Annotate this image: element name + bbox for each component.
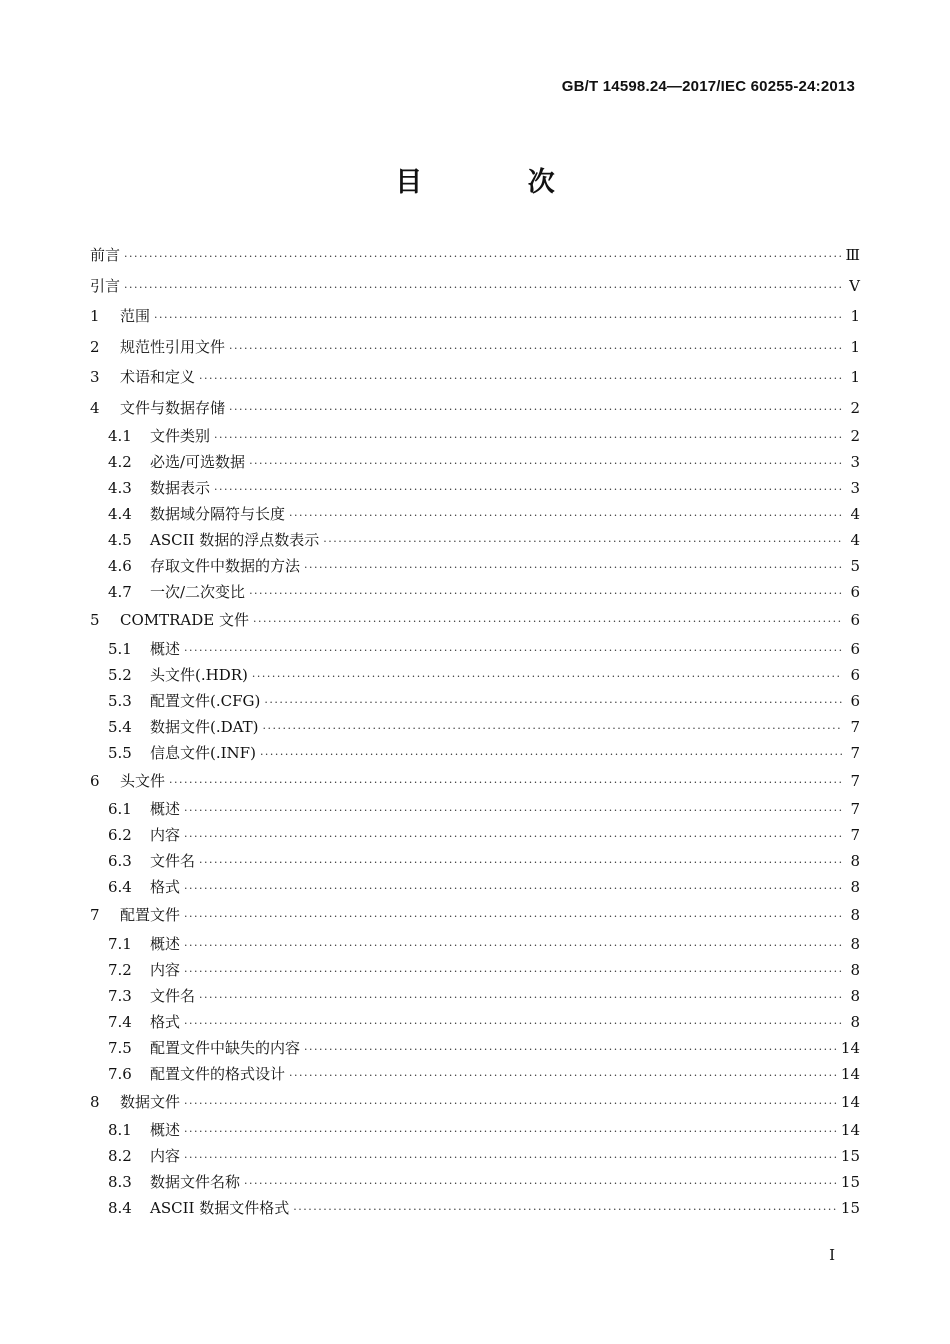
toc-leader-dots xyxy=(304,555,842,581)
toc-entry-page: 8 xyxy=(850,878,860,896)
toc-entry-title: 文件名 xyxy=(150,852,196,870)
toc-entry[interactable] xyxy=(90,1087,860,1118)
toc-entry-title: 文件名 xyxy=(150,986,196,1005)
toc-entry-number: 5.3 xyxy=(108,691,132,710)
toc-entry-number: 6 xyxy=(90,771,100,790)
toc-entry[interactable] xyxy=(90,393,860,424)
toc-entry-page: 14 xyxy=(840,1064,860,1083)
toc-entry-number: 4.4 xyxy=(108,505,132,523)
toc-leader-dots xyxy=(214,477,842,503)
toc-entry-page: Ⅲ xyxy=(845,246,860,264)
toc-entry-number: 2 xyxy=(90,337,100,356)
toc-entry-page: 6 xyxy=(850,611,860,629)
toc-leader-dots xyxy=(304,1037,837,1063)
toc-leader-dots xyxy=(252,664,842,690)
toc-entry[interactable] xyxy=(90,501,860,527)
toc-entry[interactable] xyxy=(90,874,860,900)
toc-leader-dots xyxy=(249,451,842,477)
toc-entry-title: 引言 xyxy=(90,276,121,295)
toc-leader-dots xyxy=(184,638,842,664)
toc-entry-page: 4 xyxy=(850,505,860,523)
toc-entry[interactable] xyxy=(90,423,860,449)
toc-entry[interactable] xyxy=(90,579,860,605)
toc-entry-title: 内容 xyxy=(150,1147,181,1165)
toc-entry-title: 规范性引用文件 xyxy=(120,337,226,356)
toc-entry-page: Ⅴ xyxy=(849,276,860,295)
toc-leader-dots xyxy=(229,395,842,426)
toc-entry-title: 术语和定义 xyxy=(120,368,196,386)
toc-entry-title: 存取文件中数据的方法 xyxy=(150,557,301,575)
toc-leader-dots xyxy=(214,425,842,451)
toc-entry-page: 1 xyxy=(850,307,860,325)
toc-entry[interactable] xyxy=(90,1195,860,1221)
toc-entry-page: 5 xyxy=(850,557,860,575)
toc-entry[interactable] xyxy=(90,301,860,332)
toc-entry-title: 数据域分隔符与长度 xyxy=(150,505,286,523)
toc-leader-dots xyxy=(244,1171,837,1197)
toc-entry-number: 6.4 xyxy=(108,878,132,896)
toc-entry-title: 一次/二次变比 xyxy=(150,583,246,601)
toc-entry-title: ASCII 数据文件格式 xyxy=(150,1199,290,1217)
toc-entry-page: 3 xyxy=(850,453,860,471)
toc-entry-title: 内容 xyxy=(150,826,181,844)
toc-entry-page: 6 xyxy=(850,691,860,710)
toc-entry-number: 7.5 xyxy=(108,1038,132,1057)
toc-entry-number: 4.1 xyxy=(108,427,132,445)
toc-leader-dots xyxy=(289,503,842,529)
toc-entry-title: 范围 xyxy=(120,307,151,325)
toc-entry-page: 7 xyxy=(850,800,860,818)
toc-entry-number: 8.4 xyxy=(108,1199,132,1217)
toc-leader-dots xyxy=(184,933,842,959)
toc-entry-page: 6 xyxy=(850,583,860,601)
toc-entry-number: 6.1 xyxy=(108,800,132,818)
toc-leader-dots xyxy=(184,1011,842,1037)
toc-entry-page: 8 xyxy=(850,852,860,870)
toc-entry-title: 文件类别 xyxy=(150,427,211,445)
toc-entry-page: 2 xyxy=(850,398,860,417)
toc-entry[interactable] xyxy=(90,766,860,797)
toc-entry-title: 配置文件中缺失的内容 xyxy=(150,1038,301,1057)
toc-entry[interactable] xyxy=(90,957,860,983)
toc-leader-dots xyxy=(253,607,842,638)
toc-entry[interactable] xyxy=(90,900,860,931)
toc-leader-dots xyxy=(154,303,842,334)
toc-entry-number: 7.6 xyxy=(108,1064,132,1083)
toc-leader-dots xyxy=(184,824,842,850)
toc-entry[interactable] xyxy=(90,475,860,501)
toc-leader-dots xyxy=(289,1063,837,1089)
toc-entry[interactable] xyxy=(90,605,860,636)
toc-leader-dots xyxy=(184,959,842,985)
toc-leader-dots xyxy=(124,242,842,273)
toc-entry-number: 4.5 xyxy=(108,531,132,549)
toc-entry-title: ASCII 数据的浮点数表示 xyxy=(150,531,320,549)
toc-entry-page: 7 xyxy=(850,743,860,762)
toc-entry[interactable] xyxy=(90,553,860,579)
toc-leader-dots xyxy=(124,273,842,304)
toc-entry[interactable] xyxy=(90,362,860,393)
toc-entry-number: 8.3 xyxy=(108,1173,132,1191)
toc-leader-dots xyxy=(323,529,842,555)
toc-entry-page: 14 xyxy=(840,1121,860,1139)
toc-leader-dots xyxy=(264,690,842,716)
toc-entry-title: 配置文件(.CFG) xyxy=(150,691,261,710)
toc-entry-number: 5 xyxy=(90,611,100,629)
toc-entry-number: 7.1 xyxy=(108,934,132,953)
toc-entry-page: 8 xyxy=(850,1012,860,1031)
toc-entry-title: 数据文件名称 xyxy=(150,1173,241,1191)
toc-leader-dots xyxy=(184,876,842,902)
toc-entry-title: 配置文件 xyxy=(120,906,181,924)
toc-entry-number: 7.2 xyxy=(108,960,132,979)
toc-entry[interactable] xyxy=(90,636,860,662)
toc-entry-page: 7 xyxy=(850,717,860,736)
toc-leader-dots xyxy=(169,768,842,799)
toc-entry-number: 6.3 xyxy=(108,852,132,870)
toc-entry-title: 必选/可选数据 xyxy=(150,453,246,471)
toc-entry[interactable] xyxy=(90,240,860,271)
toc-entry[interactable] xyxy=(90,1035,860,1061)
toc-entry-page: 8 xyxy=(850,906,860,924)
toc-leader-dots xyxy=(199,850,842,876)
toc-entry-page: 3 xyxy=(850,479,860,497)
toc-entry[interactable] xyxy=(90,740,860,766)
toc-entry-title: 格式 xyxy=(150,878,181,896)
toc-entry-title: 概述 xyxy=(150,934,181,953)
toc-entry[interactable] xyxy=(90,931,860,957)
toc-leader-dots xyxy=(249,581,842,607)
toc-entry-number: 4.3 xyxy=(108,479,132,497)
standard-code: GB/T 14598.24—2017/IEC 60255-24:2013 xyxy=(561,78,855,95)
toc-entry[interactable] xyxy=(90,822,860,848)
toc-entry-number: 7 xyxy=(90,906,100,924)
toc-entry[interactable] xyxy=(90,1061,860,1087)
toc-entry[interactable] xyxy=(90,1009,860,1035)
toc-entry-page: 15 xyxy=(840,1147,860,1165)
toc-leader-dots xyxy=(184,1119,837,1145)
toc-entry[interactable] xyxy=(90,983,860,1009)
toc-entry-page: 7 xyxy=(850,826,860,844)
toc-entry-title: 数据文件(.DAT) xyxy=(150,717,259,736)
toc-entry[interactable] xyxy=(90,271,860,302)
toc-entry-title: 格式 xyxy=(150,1012,181,1031)
toc-entry-title: 前言 xyxy=(90,246,121,264)
toc-entry[interactable] xyxy=(90,714,860,740)
toc-entry-page: 1 xyxy=(850,368,860,386)
toc-entry[interactable] xyxy=(90,527,860,553)
toc-entry-title: 概述 xyxy=(150,800,181,818)
toc-leader-dots xyxy=(199,364,842,395)
toc-entry-page: 8 xyxy=(850,934,860,953)
toc-entry[interactable] xyxy=(90,796,860,822)
toc-entry-page: 14 xyxy=(840,1038,860,1057)
toc-entry[interactable] xyxy=(90,662,860,688)
toc-entry-number: 4.2 xyxy=(108,453,132,471)
toc-entry-title: 数据文件 xyxy=(120,1092,181,1111)
toc-entry-number: 5.5 xyxy=(108,743,132,762)
toc-entry-number: 3 xyxy=(90,368,100,386)
toc-leader-dots xyxy=(229,334,842,365)
toc-entry-page: 4 xyxy=(850,531,860,549)
toc-leader-dots xyxy=(263,716,842,742)
toc-entry-number: 6.2 xyxy=(108,826,132,844)
toc-leader-dots xyxy=(260,742,842,768)
toc-entry-title: COMTRADE 文件 xyxy=(120,611,250,629)
toc-entry[interactable] xyxy=(90,688,860,714)
toc-entry[interactable] xyxy=(90,1143,860,1169)
toc-entry-number: 4.6 xyxy=(108,557,132,575)
toc-entry-title: 头文件(.HDR) xyxy=(150,665,248,684)
toc-entry-number: 8 xyxy=(90,1092,100,1111)
toc-entry-number: 8.1 xyxy=(108,1121,132,1139)
page-number: I xyxy=(829,1246,835,1264)
toc-entry-page: 6 xyxy=(850,639,860,658)
toc-entry-title: 数据表示 xyxy=(150,479,211,497)
toc-entry-title: 头文件 xyxy=(120,771,166,790)
toc-entry-page: 8 xyxy=(850,960,860,979)
page-title: 目 次 xyxy=(395,167,603,198)
toc-entry[interactable] xyxy=(90,1117,860,1143)
toc-leader-dots xyxy=(184,1145,837,1171)
toc-entry-title: 配置文件的格式设计 xyxy=(150,1064,286,1083)
toc-entry[interactable] xyxy=(90,449,860,475)
toc-entry-title: 内容 xyxy=(150,960,181,979)
toc-entry-title: 概述 xyxy=(150,1121,181,1139)
toc-leader-dots xyxy=(184,902,842,933)
toc-entry[interactable] xyxy=(90,848,860,874)
toc-entry-number: 8.2 xyxy=(108,1147,132,1165)
toc-entry-number: 5.1 xyxy=(108,639,132,658)
toc-entry-number: 4 xyxy=(90,398,100,417)
toc-entry-page: 6 xyxy=(850,665,860,684)
toc-entry[interactable] xyxy=(90,332,860,363)
table-of-contents xyxy=(90,240,860,1221)
toc-leader-dots xyxy=(184,798,842,824)
toc-leader-dots xyxy=(199,985,842,1011)
toc-entry-page: 15 xyxy=(840,1199,860,1217)
toc-entry-title: 文件与数据存储 xyxy=(120,398,226,417)
toc-entry-number: 7.3 xyxy=(108,986,132,1005)
toc-entry-title: 概述 xyxy=(150,639,181,658)
toc-entry-page: 14 xyxy=(840,1092,860,1111)
toc-entry-number: 4.7 xyxy=(108,583,132,601)
toc-entry-page: 15 xyxy=(840,1173,860,1191)
toc-entry-page: 1 xyxy=(850,337,860,356)
toc-entry-number: 1 xyxy=(90,307,100,325)
toc-entry-title: 信息文件(.INF) xyxy=(150,743,256,762)
toc-entry[interactable] xyxy=(90,1169,860,1195)
toc-entry-number: 7.4 xyxy=(108,1012,132,1031)
toc-leader-dots xyxy=(293,1197,837,1223)
toc-leader-dots xyxy=(184,1089,837,1120)
toc-entry-page: 7 xyxy=(850,771,860,790)
toc-entry-number: 5.4 xyxy=(108,717,132,736)
toc-entry-page: 2 xyxy=(850,427,860,445)
toc-entry-page: 8 xyxy=(850,986,860,1005)
toc-entry-number: 5.2 xyxy=(108,665,132,684)
